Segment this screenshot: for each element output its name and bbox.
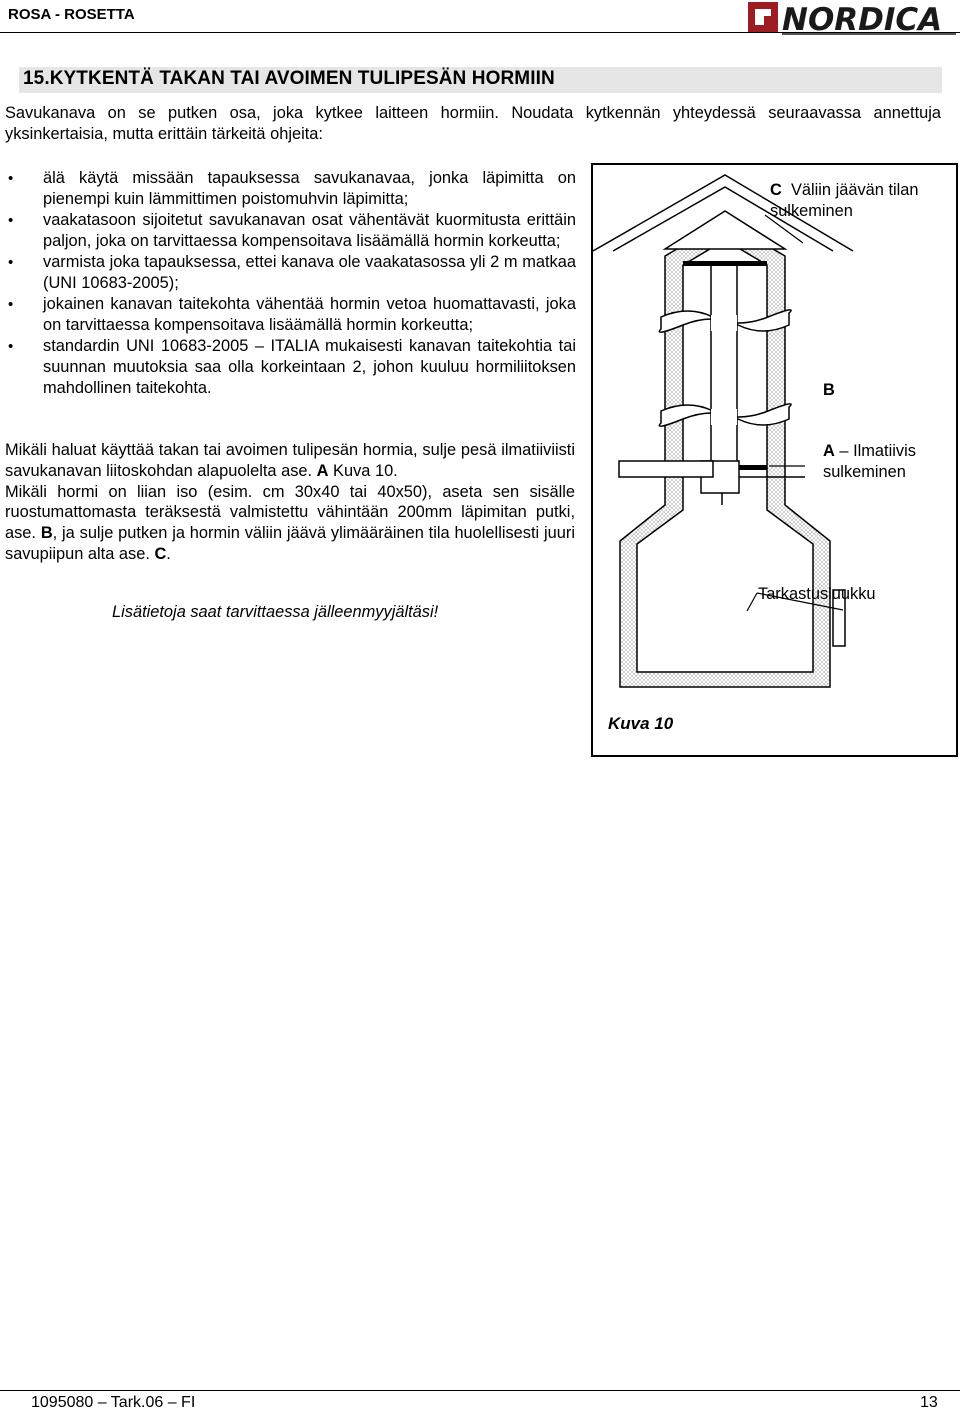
body-paragraph-1: Mikäli haluat käyttää takan tai avoimen tulipesän hormia, sulje pesä ilmatiiviisti savukanavan liitoskohdan alapuolelta ase. A Kuva 10. bbox=[5, 441, 575, 480]
label-c: C Väliin jäävän tilan sulkeminen bbox=[770, 181, 919, 220]
nordica-logo bbox=[746, 0, 956, 36]
intro-paragraph: Savukanava on se putken osa, joka kytkee laitteen hormiin. Noudata kytkennän yhteydessä seuraavassa annettuja yksinkertaisia, mutta erittäin tärkeitä ohjeita: bbox=[5, 104, 941, 143]
footer-divider bbox=[0, 1390, 960, 1391]
label-a: A – Ilmatiivis sulkeminen bbox=[823, 442, 916, 481]
list-item: • älä käytä missään tapauksessa savukanavaa, jonka läpimitta on pienempi kuin lämmittimen poistomuhvin läpimitta; bbox=[0, 168, 576, 210]
instruction-list bbox=[0, 168, 576, 399]
body-text bbox=[5, 440, 575, 565]
header-product-title: ROSA - ROSETTA bbox=[8, 6, 135, 23]
figure-caption: Kuva 10 bbox=[608, 714, 674, 733]
section-title: 15.KYTKENTÄ TAKAN TAI AVOIMEN TULIPESÄN HORMIIN bbox=[23, 68, 555, 89]
logo-wordmark: NORDICA bbox=[782, 2, 943, 36]
label-inspection-hatch: Tarkastusluukku bbox=[758, 585, 876, 603]
seal-plate-c bbox=[683, 261, 767, 266]
label-b: B bbox=[823, 381, 835, 399]
body-paragraph-2: Mikäli hormi on liian iso (esim. cm 30x40 tai 40x50), aseta sen sisälle ruostumattomasta teräksestä valmistettu vähintään 200mm läpimitan putki, ase. B, ja sulje putken ja hormin väliin jäävä ylimääräinen tila huolellisesti juuri savupiipun alta ase. C. bbox=[5, 482, 575, 563]
list-item: • standardin UNI 10683-2005 – ITALIA mukaisesti kanavan taitekohtia tai suunnan muutoksia saa olla korkeintaan 2, johon kuuluu hormiliitoksen mahdollinen taitekohta. bbox=[0, 336, 576, 399]
flue-connector bbox=[619, 461, 713, 477]
list-item: • vaakatasoon sijoitetut savukanavan osat vähentävät kuormitusta erittäin paljon, joka on tarvittaessa kompensoitava lisäämällä hormin korkeutta; bbox=[0, 210, 576, 252]
steel-pipe bbox=[711, 265, 737, 465]
list-item: • jokainen kanavan taitekohta vähentää hormin vetoa huomattavasti, joka on tarvittaessa kompensoitava lisäämällä hormin korkeutta; bbox=[0, 294, 576, 336]
footer-doc-code: 1095080 – Tark.06 – FI bbox=[31, 1394, 196, 1411]
header-divider bbox=[0, 32, 960, 33]
page-number: 13 bbox=[920, 1394, 938, 1411]
dealer-note: Lisätietoja saat tarvittaessa jälleenmyyjältäsi! bbox=[112, 603, 439, 621]
list-item: • varmista joka tapauksessa, ettei kanava ole vaakatasossa yli 2 m matkaa (UNI 10683-2005); bbox=[0, 252, 576, 294]
